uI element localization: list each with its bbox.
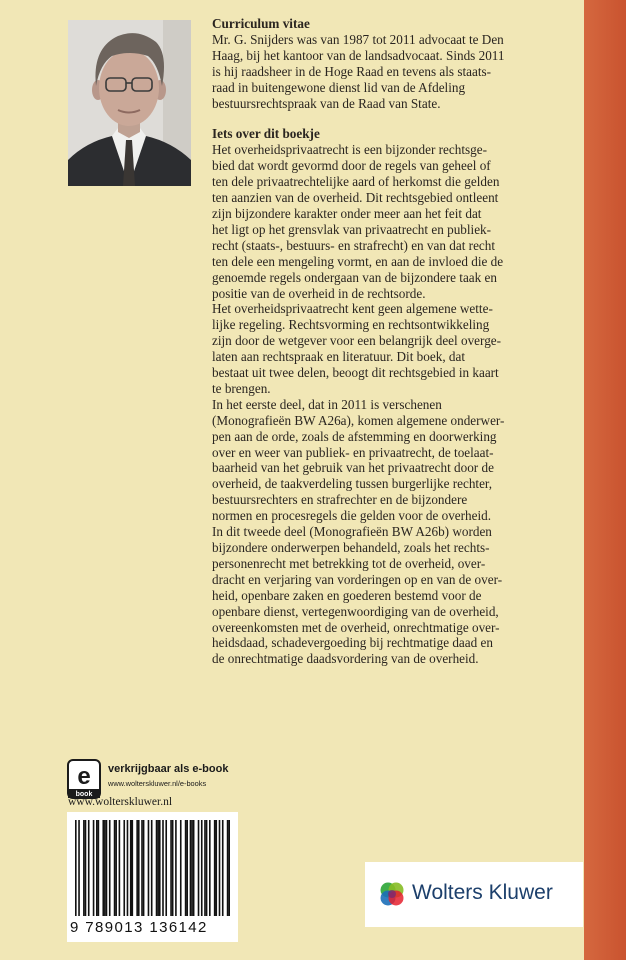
about-line: positie van de overheid in de rechtsorde.	[212, 285, 426, 301]
text-column	[212, 16, 580, 667]
about-line: bestuursrechters en strafrechter en de bijzondere	[212, 492, 468, 508]
author-photo	[68, 20, 191, 186]
about-line: ten dele een mengeling vormt, en aan de invloed die de	[212, 253, 504, 269]
about-line: personenrecht met betrekking tot de overheid, over-	[212, 555, 486, 571]
about-line: ten aanzien van de overheid. Dit rechtsgebied ontleent	[212, 190, 499, 206]
about-line: over en weer van publiek- en privaatrecht, de toelaat-	[212, 444, 494, 460]
about-line: baarheid van het gebruik van het privaatrecht door de	[212, 460, 494, 476]
cv-heading: Curriculum vitae	[212, 16, 310, 31]
publisher-name: Wolters Kluwer	[412, 881, 553, 904]
about-line: bijzondere onderwerpen behandeld, zoals het rechts-	[212, 540, 490, 555]
about-line: genoemde regels ondergaan van de bijzondere taak en	[212, 269, 497, 285]
publisher-logo	[365, 862, 583, 927]
barcode-bars	[75, 820, 230, 916]
about-line: lijke regeling. Rechtsvorming en rechtsontwikkeling	[212, 317, 490, 333]
ebook-title: verkrijgbaar als e-book	[108, 763, 229, 775]
about-line: heidsdaad, schadevergoeding bij rechtmatige daad en	[212, 635, 493, 651]
about-line: ten dele privaatrechtelijke aard of herkomst die gelden	[212, 174, 500, 190]
about-line: overheid, de taakverdeling tussen burgerlijke rechter,	[212, 476, 493, 492]
about-line: zijn door de wetgever voor een belangrijk deel overge-	[212, 333, 502, 349]
ebook-icon	[67, 759, 101, 799]
cv-text	[212, 32, 580, 112]
cv-line: Mr. G. Snijders was van 1987 tot 2011 advocaat te Den	[212, 31, 504, 47]
about-line: heid, openbare zaken en goederen bestemd voor de	[212, 587, 482, 603]
about-line: dracht en verjaring van vorderingen op en van de over-	[212, 571, 503, 587]
book-spine	[584, 0, 626, 960]
cv-line: bestuursrechtspraak van de Raad van State.	[212, 95, 441, 111]
about-line: laten aan rechtspraak en literatuur. Dit boek, dat	[212, 349, 466, 365]
about-line: recht (staats-, bestuurs- en strafrecht) en van dat recht	[212, 237, 496, 253]
website-url: www.wolterskluwer.nl	[68, 796, 173, 808]
about-heading: Iets over dit boekje	[212, 126, 320, 142]
about-line: bestaat uit twee delen, beoogt dit rechtsgebied in kaart	[212, 365, 499, 381]
about-line: (Monografieën BW A26a), komen algemene onderwer-	[212, 412, 505, 428]
ebook-logo-letter: e	[77, 763, 91, 790]
about-line: het ligt op het grensvlak van privaatrecht en publiek-	[212, 221, 492, 237]
about-line: pen aan de orde, zoals de afstemming en doorwerking	[212, 428, 497, 444]
about-line: overeenkomsten met de overheid, onrechtmatige over-	[212, 619, 500, 635]
about-line: Het overheidsprivaatrecht is een bijzonder rechtsge-	[212, 142, 487, 158]
about-line: bied dat wordt gevormd door de regels van geheel of	[212, 158, 491, 174]
ebook-url: www.wolterskluwer.nl/e-books	[108, 779, 207, 788]
about-line: zijn bijzondere karakter onder meer aan het feit dat	[212, 205, 482, 221]
about-line: openbare dienst, vertegenwoordiging van de overheid,	[212, 603, 499, 619]
about-line: In het eerste deel, dat in 2011 is verschenen	[212, 396, 442, 412]
about-line: In dit tweede deel (Monografieën BW A26b) worden	[212, 524, 492, 540]
about-line: normen en procesregels die gelden voor de overheid.	[212, 508, 492, 524]
about-line: de onrechtmatige daadsvordering van de overheid.	[212, 651, 479, 667]
ebook-logo-sub: book	[75, 791, 93, 798]
cv-line: is hij raadsheer in de Hoge Raad en tevens als staats-	[212, 63, 492, 79]
about-line: te brengen.	[212, 380, 271, 396]
isbn-barcode	[67, 812, 238, 942]
barcode-digits: 9 789013 136142	[70, 919, 208, 936]
wolters-kluwer-logo-icon	[377, 879, 407, 909]
cv-line: raad in buitengewone dienst lid van de Afdeling	[212, 79, 466, 95]
about-text	[212, 142, 580, 667]
about-line: Het overheidsprivaatrecht kent geen algemene wette-	[212, 301, 493, 317]
cv-line: Haag, bij het kantoor van de landsadvocaat. Sinds 2011	[212, 47, 505, 63]
